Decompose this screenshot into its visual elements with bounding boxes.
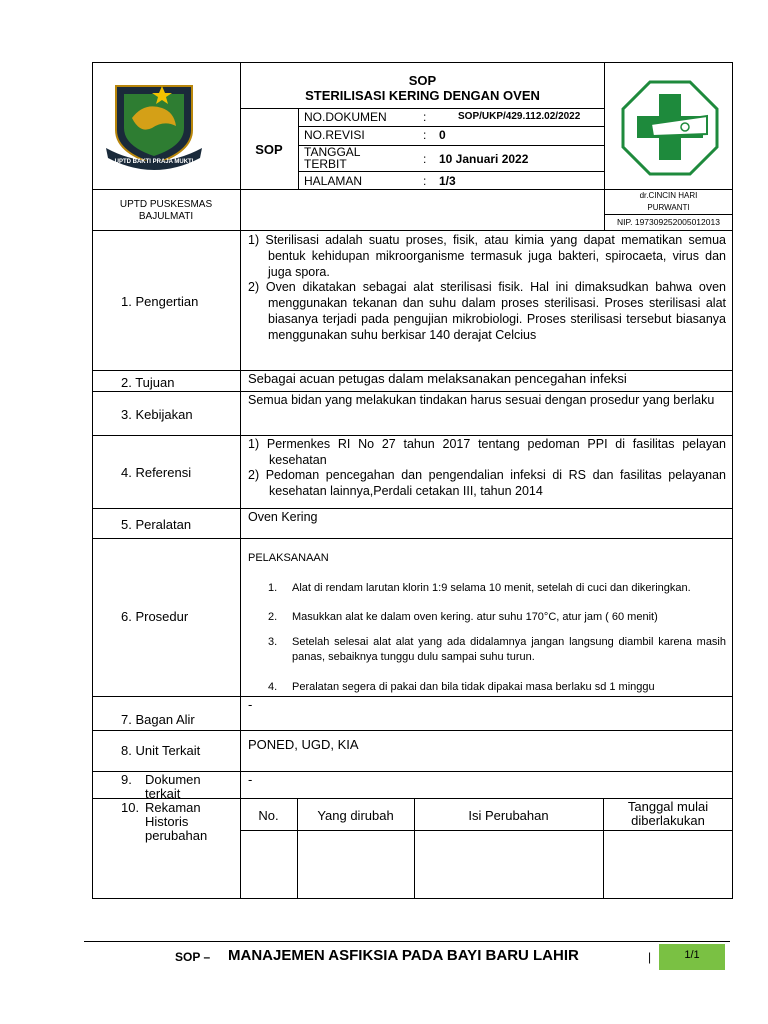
signer-name-line1: dr.CINCIN HARI (639, 191, 698, 200)
history-col-isi-perubahan: Isi Perubahan (468, 808, 549, 823)
tujuan-text: Sebagai acuan petugas dalam melaksanakan pencegahan infeksi (248, 371, 627, 386)
meta-sep: : (423, 128, 427, 142)
footer-title: MANAJEMEN ASFIKSIA PADA BAYI BARU LAHIR (228, 947, 579, 964)
prosedur-step-2 (268, 610, 726, 625)
section-label-unit-terkait: 8. Unit Terkait (121, 743, 201, 758)
section-label-prosedur: 6. Prosedur (121, 609, 189, 624)
pengertian-item-1-text: 1) Sterilisasi adalah suatu proses, fisik, atau kimia yang dapat mematikan semua bentuk kehidupan mikroorganisme termasuk juga bakteri, spirocaeta, virus dan juga spora. (248, 233, 726, 279)
dokumen-terkait-text: - (248, 772, 253, 787)
section-label-perubahan: perubahan (145, 828, 208, 843)
section-label-dokumen-line2: terkait (145, 786, 181, 801)
prosedur-step-4 (268, 680, 726, 695)
step-number: 3. (268, 636, 278, 648)
history-col-yang-dirubah: Yang dirubah (317, 808, 394, 823)
puskesmas-logo (621, 80, 719, 176)
pengertian-item-2 (248, 279, 726, 343)
meta-sep: : (423, 152, 427, 166)
footer-rule (84, 941, 730, 942)
step-text: Peralatan segera di pakai dan bila tidak dipakai masa berlaku sd 1 minggu (292, 681, 655, 693)
history-col-tanggal: Tanggal mulai diberlakukan (627, 799, 709, 828)
meta-label-tanggal-terbit: TANGGAL TERBIT (304, 145, 361, 171)
step-text: Masukkan alat ke dalam oven kering. atur suhu 170°C, atur jam ( 60 menit) (292, 611, 658, 623)
history-col-no: No. (258, 808, 279, 823)
prosedur-step-1 (268, 581, 726, 596)
emblem-motto: UPTD BAKTI PRAJA MUKTI (114, 159, 194, 165)
meta-label-no-dokumen: NO.DOKUMEN (304, 110, 387, 124)
document-title: STERILISASI KERING DENGAN OVEN (305, 88, 540, 103)
step-number: 4. (268, 681, 278, 693)
unit-terkait-text: PONED, UGD, KIA (248, 737, 359, 752)
sop-label: SOP (255, 142, 283, 157)
referensi-item-2 (248, 467, 726, 499)
step-number: 1. (268, 582, 278, 594)
institution-name-line1: UPTD PUSKESMAS (119, 199, 213, 210)
document-type-title: SOP (408, 73, 437, 88)
footer-separator: | (648, 950, 652, 964)
section-label-bagan-alir: 7. Bagan Alir (121, 712, 195, 727)
referensi-item-1 (248, 436, 726, 468)
section-label-rekaman-num: 10. (121, 800, 140, 815)
district-emblem (104, 78, 204, 174)
step-number: 2. (268, 611, 278, 623)
section-label-dokumen: Dokumen (145, 772, 201, 787)
meta-value-no-dokumen: SOP/UKP/429.112.02/2022 (458, 111, 581, 122)
section-label-tujuan: 2. Tujuan (121, 375, 175, 390)
step-text: Setelah selesai alat alat yang ada didalamnya jangan langsung diambil karena masih panas, sebaiknya tunggu dulu sampai suhu turun. (292, 636, 726, 663)
referensi-item-2-text: 2) Pedoman pencegahan dan pengendalian infeksi di RS dan fasilitas pelayanan kesehatan lainnya,Perdali cetakan III, tahun 2014 (248, 468, 726, 498)
footer-page-number: 1/1 (684, 949, 700, 961)
bagan-alir-text: - (248, 697, 253, 712)
pengertian-item-1 (248, 232, 726, 280)
section-label-dokumen-num: 9. (121, 772, 132, 787)
peralatan-text: Oven Kering (248, 510, 318, 524)
meta-value-halaman: 1/3 (439, 174, 456, 188)
section-label-historis: Historis (145, 814, 189, 829)
meta-sep: : (423, 174, 427, 188)
kebijakan-text: Semua bidan yang melakukan tindakan harus sesuai dengan prosedur yang berlaku (248, 393, 715, 407)
section-label-rekaman: Rekaman (145, 800, 201, 815)
pengertian-item-2-text: 2) Oven dikatakan sebagai alat sterilisasi fisik. Hal ini dimaksudkan bahwa oven menggunakan tekanan dan suhu dalam proses sterilisasi. Proses sterilisasi alat biasanya terjadi pada pengujian mikrobiologi. Proses sterilisasi tersebut biasanya menggunakan suhu berkisar 140 derajat Celcius (248, 280, 726, 342)
section-label-referensi: 4. Referensi (121, 465, 192, 480)
section-label-peralatan: 5. Peralatan (121, 517, 192, 532)
footer-page-box (659, 944, 725, 970)
step-text: Alat di rendam larutan klorin 1:9 selama 10 menit, setelah di cuci dan dikeringkan. (292, 582, 691, 594)
meta-value-tanggal-terbit: 10 Januari 2022 (439, 152, 529, 166)
signer-nip: NIP. 197309252005012013 (617, 217, 720, 227)
meta-value-no-revisi: 0 (439, 128, 446, 142)
referensi-item-1-text: 1) Permenkes RI No 27 tahun 2017 tentang pedoman PPI di fasilitas pelayan kesehatan (248, 437, 726, 467)
section-label-pengertian: 1. Pengertian (121, 294, 199, 309)
meta-sep: : (423, 110, 427, 124)
section-label-kebijakan: 3. Kebijakan (121, 407, 193, 422)
meta-label-halaman: HALAMAN (304, 174, 363, 188)
footer-prefix: SOP – (175, 950, 211, 964)
institution-name-line2: BAJULMATI (138, 211, 194, 222)
prosedur-heading: PELAKSANAAN (248, 552, 329, 564)
meta-label-no-revisi: NO.REVISI (304, 128, 365, 142)
signer-name-line2: PURWANTI (647, 203, 690, 212)
prosedur-step-3 (268, 635, 726, 665)
